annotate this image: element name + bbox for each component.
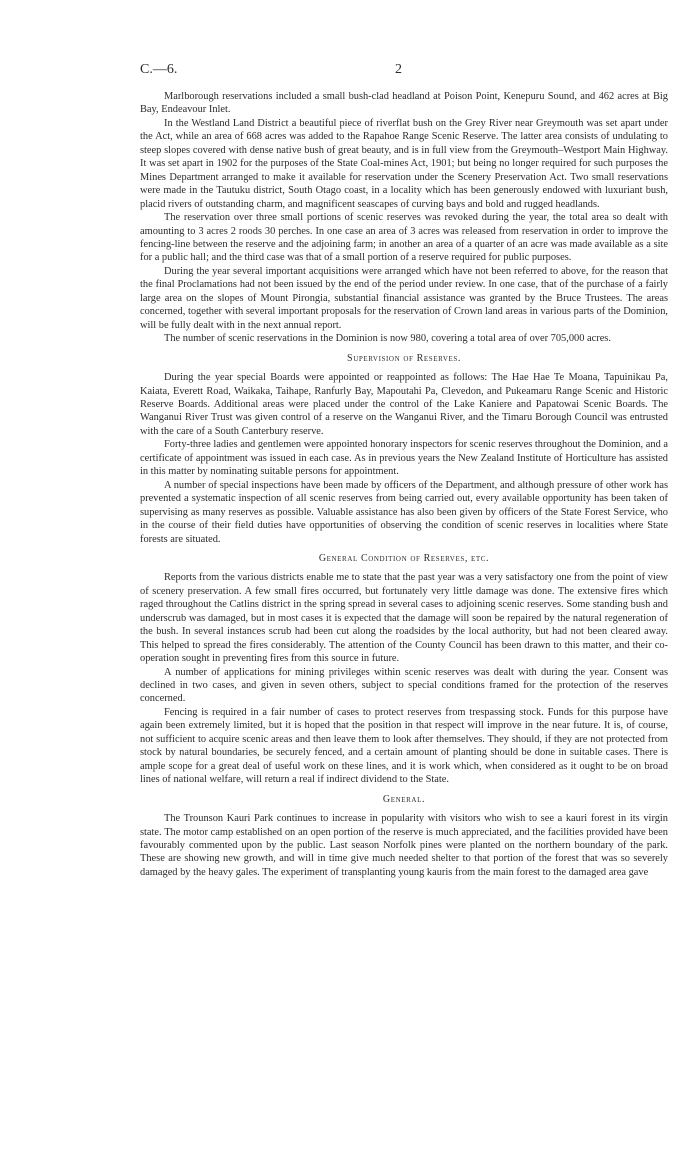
section-heading-supervision: Supervision of Reserves. <box>347 352 461 364</box>
paragraph: A number of applications for mining privileges within scenic reserves was dealt with during the year. Consent was declined in two cases, and given in seven others, subject to special conditions framed for the protection of the reserves concerned. <box>140 666 668 705</box>
paragraph: During the year special Boards were appointed or reappointed as follows: The Hae Hae Te Moana, Tapuinikau Pa, Kaiata, Everett Road, Waikaka, Taihape, Ranfurly Bay, Mapoutahi Pa, Clevedon, and Pukeamaru Range Scenic and Historic Reserve Boards. Additional areas were placed under the control of the Lake Kaniere and Papatowai Scenic Boards. The Wanganui River Trust was given control of a reserve on the Wanganui River, and the Timaru Borough Council was entrusted with the care of a South Canterbury reserve. <box>140 372 668 437</box>
paragraph: Fencing is required in a fair number of cases to protect reserves from trespassing stock. Funds for this purpose have again been extremely limited, but it is hoped that the position in that respect will improve in the near future. It is, of course, not sufficient to acquire scenic areas and then leave them to look after themselves. They should, if they are not protected from stock by natural boundaries, be securely fenced, and a certain amount of planting should be done in suitable cases. There is ample scope for a great deal of useful work on these lines, and it is work which, when considered as it ought to be on broad lines of national welfare, will return a real if indirect dividend to the State. <box>140 706 668 786</box>
paragraph: During the year several important acquisitions were arranged which have not been referred to above, for the reason that the final Proclamations had not been issued by the end of the period under review. In one case, that of the purchase of a fairly large area on the slopes of Mount Pirongia, substantial financial assistance was granted by the Bruce Trustees. The areas concerned, together with several important proposals for the reservation of Crown land areas in various parts of the Dominion, will be fully dealt with in the next annual report. <box>140 265 668 331</box>
paragraph: The reservation over three small portions of scenic reserves was revoked during the year, the total area so dealt with amounting to 3 acres 2 roods 30 perches. In one case an area of 3 acres was released from reservation in order to improve the fencing-line between the reserve and the adjoining farm; in another an area of a quarter of an acre was made available as a site for a public hall; and the third case was that of a small portion of a reserve required for public purposes. <box>140 212 668 264</box>
paragraph: In the Westland Land District a beautiful piece of riverflat bush on the Grey River near Greymouth was set apart under the Act, while an area of 668 acres was added to the Rapahoe Range Scenic Reserve. The latter area consists of undulating to steep slopes covered with dense native bush of great beauty, and is in full view from the Greymouth–Westport Main Highway. It was set apart in 1902 for the purposes of the State Coal-mines Act, 1901; but being no longer required for such purposes the Mines Department arranged to make it available for reservation under the Scenery Preservation Act. Two small reservations were made in the Tautuku district, South Otago coast, in a locality which has been generously endowed with luxuriant bush, placid rivers of outstanding charm, and magnificent seascapes of curving bays and bold and rugged headlands. <box>140 117 668 210</box>
document-code: C.—6. <box>140 62 178 77</box>
section-heading-condition: General Condition of Reserves, etc. <box>318 552 490 564</box>
paragraph: The number of scenic reservations in the Dominion is now 980, covering a total area of over 705,000 acres. <box>164 333 611 345</box>
paragraph: The Trounson Kauri Park continues to increase in popularity with visitors who wish to see a kauri forest in its virgin state. The motor camp established on an open portion of the reserve is much appreciated, and the facilities provided have been favourably commented upon by the public. Last season Norfolk pines were planted on the northern boundary of the park. These are showing new growth, and will in time give much needed shelter to that portion of the forest that was so severely damaged by the heavy gales. The experiment of transplanting young kauris from the main forest to the damaged area gave <box>140 813 668 878</box>
paragraph: Forty-three ladies and gentlemen were appointed honorary inspectors for scenic reserves throughout the Dominion, and a certificate of appointment was issued in each case. As in previous years the New Zealand Institute of Horticulture has assisted in this matter by nominating suitable persons for appointment. <box>140 439 668 478</box>
paragraph: A number of special inspections have been made by officers of the Department, and although pressure of other work has prevented a systematic inspection of all scenic reserves from being carried out, every available opportunity has been taken of supervising as many reserves as possible. Valuable assistance has also been given by officers of the State Forest Service, who in the course of their field duties have opportunities of observing the condition of scenic reserves in localities where State forests are situated. <box>140 479 668 545</box>
paragraph: Reports from the various districts enable me to state that the past year was a very satisfactory one from the point of view of scenery preservation. A few small fires occurred, but fortunately very little damage was done. The extensive fires which raged throughout the Catlins district in the spring spread in several cases to adjoining scenic reserves. Some standing bush and underscrub was damaged, but in most cases it is expected that the damage will soon be repaired by the natural regeneration of the bush. In several instances scrub had been cut along the roadsides by the local authority, but had not been cleared away. This helped to spread the fires considerably. The attention of the County Council has been drawn to this matter, and their co-operation sought in preventing fires from this source in future. <box>140 572 668 665</box>
page-number: 2 <box>395 62 402 77</box>
document-body <box>140 90 668 879</box>
section-heading-general: General. <box>382 793 426 805</box>
paragraph: Marlborough reservations included a small bush-clad headland at Poison Point, Kenepuru Sound, and 462 acres at Big Bay, Endeavour Inlet. <box>140 91 668 116</box>
